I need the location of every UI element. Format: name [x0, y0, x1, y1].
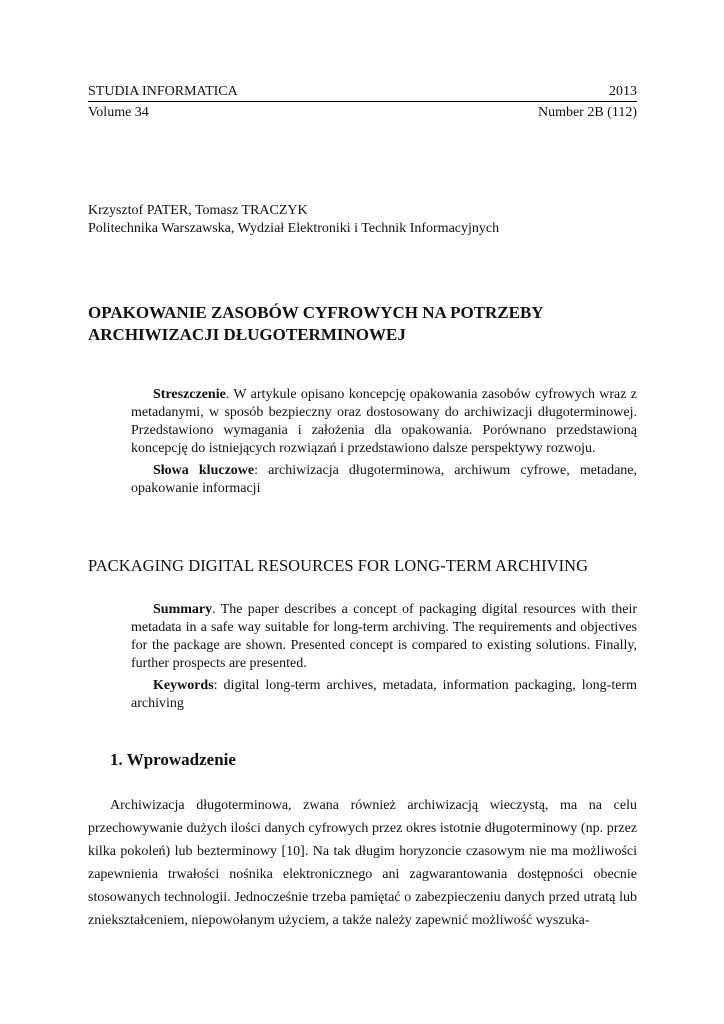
abstract-pl-paragraph — [131, 386, 637, 458]
author-affiliation: Politechnika Warszawska, Wydział Elektroniki i Technik Informacyjnych — [88, 221, 500, 236]
journal-volume: Volume 34 — [88, 105, 149, 120]
keywords-pl-paragraph — [131, 462, 637, 498]
abstract-pl-text: . W artykule opisano koncepcję opakowania zasobów cyfrowych wraz z metadanymi, w sposób bezpieczny oraz dostosowany do archiwizacji długoterminowej. Przedstawiono wymagania i założenia dla opakowania. Porównano przedstawioną koncepcję do istniejących rozwiązań i przedstawiono dalsze perspektywy rozwoju. — [131, 387, 637, 456]
title-line-1: OPAKOWANIE ZASOBÓW CYFROWYCH NA POTRZEBY — [88, 303, 544, 322]
body-paragraph: Archiwizacja długoterminowa, zwana również archiwizacją wieczystą, ma na celu przechowywanie dużych ilości danych cyfrowych przez okres istotnie długoterminowy (np. przez kilka pokoleń) lub bezterminowy [10]. Na tak długim horyzoncie czasowym nie ma możliwości zapewnienia trwałości nośnika elektronicznego ani zagwarantowania dostępności obecnie stosowanych technologii. Jednocześnie trzeba pamiętać o zabezpieczeniu danych przed utratą lub zniekształceniem, niepowołanym użyciem, a także należy zapewnić możliwość wyszuka- — [88, 798, 637, 928]
section-heading: 1. Wprowadzenie — [110, 750, 236, 769]
keywords-en-label: Keywords — [153, 678, 214, 693]
journal-number: Number 2B (112) — [537, 105, 637, 120]
abstract-en-text: . The paper describes a concept of packaging digital resources with their metadata in a safe way suitable for long-term archiving. The requirements and objectives for the package are shown. Presented concept is compared to existing solutions. Finally, further prospects are presented. — [131, 602, 637, 671]
title-line-2: ARCHIWIZACJI DŁUGOTERMINOWEJ — [88, 325, 406, 344]
body-text — [88, 794, 637, 932]
abstract-pl-label: Streszczenie — [153, 387, 226, 402]
keywords-pl-label: Słowa kluczowe — [153, 463, 255, 478]
abstract-polish — [131, 386, 637, 498]
keywords-en-paragraph — [131, 677, 637, 713]
english-title: PACKAGING DIGITAL RESOURCES FOR LONG-TERM ARCHIVING — [88, 556, 589, 575]
keywords-en-text: : digital long-term archives, metadata, information packaging, long-term archiving — [131, 678, 637, 711]
abstract-english — [131, 601, 637, 713]
author-names: Krzysztof PATER, Tomasz TRACZYK — [88, 203, 308, 218]
keywords-pl-text: : archiwizacja długoterminowa, archiwum cyfrowe, metadane, opakowanie informacji — [131, 463, 637, 496]
running-header — [88, 83, 637, 100]
journal-name: STUDIA INFORMATICA — [88, 84, 238, 99]
paper-title — [88, 302, 628, 346]
author-block — [88, 202, 499, 238]
abstract-en-label: Summary — [153, 602, 213, 617]
volume-row — [88, 104, 637, 121]
abstract-en-paragraph — [131, 601, 637, 673]
journal-year: 2013 — [609, 84, 637, 99]
header-rule — [88, 101, 637, 102]
